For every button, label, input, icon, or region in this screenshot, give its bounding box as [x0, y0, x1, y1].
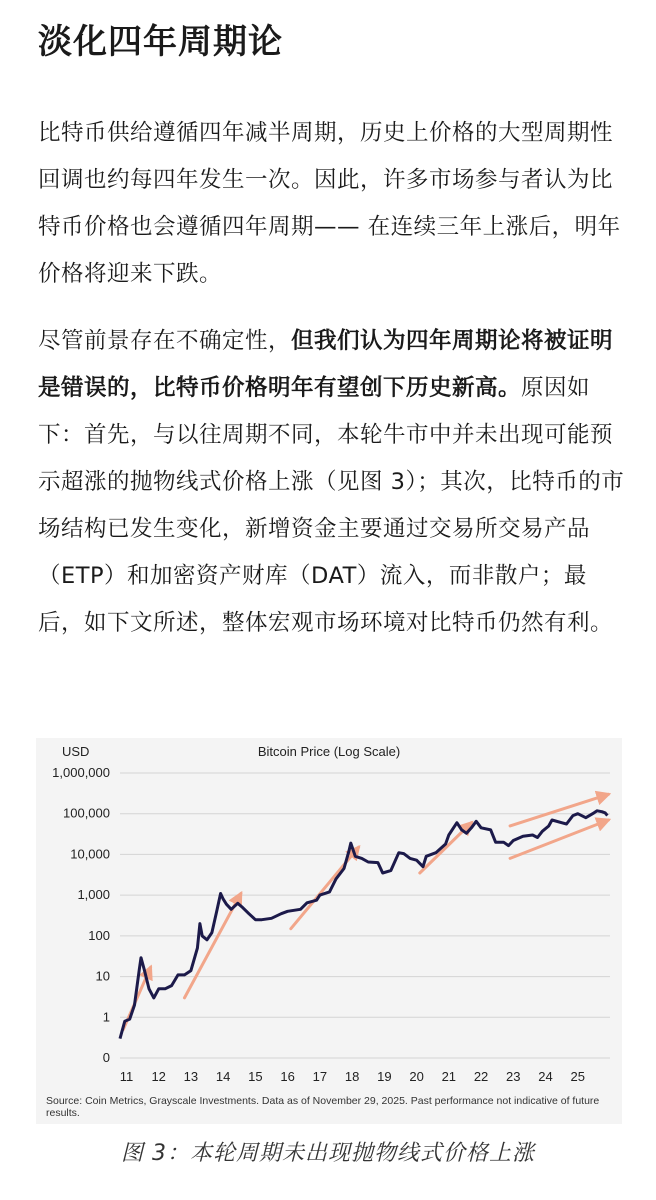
paragraph-1: 比特币供给遵循四年减半周期，历史上价格的大型周期性回调也约每四年发生一次。因此，许多市场参与者认为比特币价格也会遵循四年周期—— 在连续三年上涨后，明年价格将迎来下跌。 — [38, 120, 621, 287]
page-title: 淡化四年周期论 — [38, 22, 283, 62]
x-tick-label: 15 — [248, 1069, 263, 1084]
x-tick-label: 12 — [151, 1069, 166, 1084]
x-tick-label: 13 — [183, 1069, 199, 1084]
bitcoin-log-chart — [36, 738, 622, 1124]
x-tick-label: 21 — [441, 1069, 457, 1084]
x-tick-label: 11 — [119, 1069, 134, 1084]
bitcoin-price-line — [120, 811, 607, 1039]
y-tick-label: 100 — [88, 927, 110, 943]
x-tick-label: 19 — [377, 1069, 392, 1084]
figure-3 — [36, 738, 622, 1124]
x-tick-label: 16 — [280, 1069, 295, 1084]
x-tick-label: 18 — [344, 1069, 360, 1084]
x-tick-label: 14 — [215, 1069, 231, 1084]
y-axis-unit: USD — [62, 744, 90, 759]
y-tick-label: 1 — [102, 1009, 110, 1025]
x-tick-label: 22 — [473, 1069, 489, 1084]
paragraph-2-rest: 原因如下：首先，与以往周期不同，本轮牛市中并未出现可能预示超涨的抛物线式价格上涨（见图 3）；其次，比特币的市场结构已发生变化，新增资金主要通过交易所交易产品（ETP）和加密资产财库（DAT）流入，而非散户；最后，如下文所述，整体宏观市场环境对比特币仍然有利。 — [38, 375, 625, 636]
chart-source: Source: Coin Metrics, Grayscale Investments. Data as of November 29, 2025. Past performance not indicative of future results. — [46, 1095, 600, 1119]
paragraph-2-bold: 但我们认为四年周期论将被证明是错误的，比特币价格明年有望创下历史新高。 — [38, 328, 614, 401]
y-tick-label: 0 — [102, 1050, 110, 1065]
x-tick-label: 25 — [570, 1069, 585, 1084]
figure-caption: 图 3：本轮周期未出现抛物线式价格上涨 — [121, 1141, 535, 1166]
y-tick-label: 10 — [95, 968, 110, 984]
y-tick-label: 10,000 — [70, 846, 110, 862]
y-tick-label: 100,000 — [63, 805, 110, 821]
x-tick-label: 24 — [538, 1069, 553, 1084]
y-tick-label: 1,000 — [77, 887, 110, 903]
x-tick-label: 20 — [409, 1069, 424, 1084]
x-tick-label: 23 — [506, 1069, 521, 1084]
paragraph-2 — [38, 318, 628, 647]
trend-arrow — [291, 847, 359, 928]
chart-title: Bitcoin Price (Log Scale) — [257, 744, 401, 759]
x-tick-label: 17 — [312, 1069, 328, 1084]
trend-arrow — [510, 820, 608, 858]
paragraph-2-intro: 尽管前景存在不确定性， — [38, 328, 292, 354]
y-tick-label: 1,000,000 — [52, 765, 110, 780]
